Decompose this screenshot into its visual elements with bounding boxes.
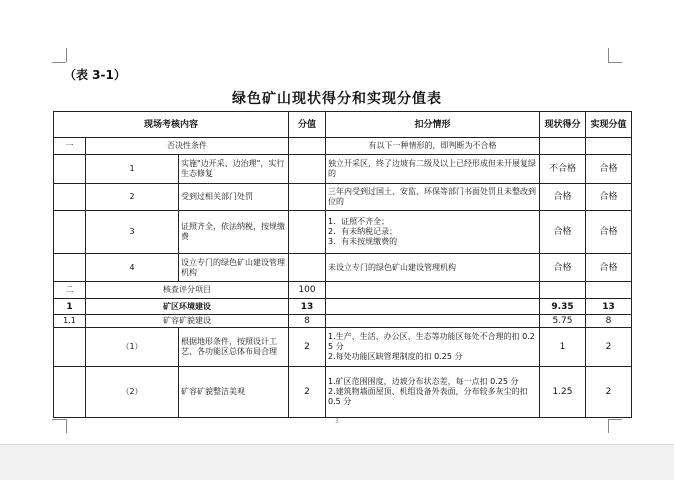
row-number: 二 [54, 282, 86, 299]
row-content: 证照齐全，依法纳税，按规缴费 [179, 211, 289, 254]
header-deduct: 扣分情形 [326, 112, 540, 138]
header-target: 实现分值 [586, 112, 632, 138]
row-content: 核查评分项目 [86, 282, 289, 299]
row-score: 13 [289, 299, 326, 315]
row-content: 设立专门的绿色矿山建设管理机构 [179, 254, 289, 282]
row-blank [54, 328, 86, 367]
row-target [586, 138, 632, 155]
row-current [540, 282, 586, 299]
document-title: 绿色矿山现状得分和实现分值表 [232, 91, 442, 107]
table-row [54, 367, 632, 418]
row-number: （1） [86, 328, 179, 367]
row-content: 实施"边开采、边治理"，实行生态修复 [179, 155, 289, 184]
row-blank [54, 184, 86, 211]
row-score [289, 254, 326, 282]
header-score: 分值 [289, 112, 326, 138]
row-number: 1 [54, 299, 86, 315]
row-deduct [326, 299, 540, 315]
table-label: （表 3-1） [64, 68, 126, 82]
table-row [54, 211, 632, 254]
row-content: 矿容矿貌整洁美观 [179, 367, 289, 418]
row-number: 1 [86, 155, 179, 184]
row-blank [54, 211, 86, 254]
row-score [289, 211, 326, 254]
viewer-background [0, 444, 674, 480]
row-content: 矿区环境建设 [86, 299, 289, 315]
row-target: 合格 [586, 211, 632, 254]
crop-mark-top-right-h [608, 62, 622, 63]
row-target: 13 [586, 299, 632, 315]
row-blank [54, 367, 86, 418]
row-deduct: 未设立专门的绿色矿山建设管理机构 [326, 254, 540, 282]
row-number: 3 [86, 211, 179, 254]
crop-mark-top-left-h [52, 62, 66, 63]
row-current: 合格 [540, 184, 586, 211]
row-blank [54, 155, 86, 184]
page-number: 3 [335, 418, 339, 425]
row-deduct: 1.生产、生活、办公区、生态等功能区每处不合理的扣 0.25 分 2.每处功能区缺管理制度的扣 0.25 分 [326, 328, 540, 367]
row-current: 合格 [540, 254, 586, 282]
row-target: 8 [586, 315, 632, 328]
row-current: 1.25 [540, 367, 586, 418]
table-row [54, 155, 632, 184]
row-deduct [326, 315, 540, 328]
row-content: 矿容矿貌建设 [86, 315, 289, 328]
row-target: 2 [586, 367, 632, 418]
crop-mark-top-right-v [608, 48, 609, 62]
score-table [53, 111, 632, 418]
crop-mark-bottom-right-v [608, 419, 609, 433]
row-deduct [326, 282, 540, 299]
row-target: 合格 [586, 254, 632, 282]
row-score: 2 [289, 367, 326, 418]
table-row [54, 299, 632, 315]
table-row [54, 315, 632, 328]
crop-mark-bottom-left-v [66, 419, 67, 433]
row-score [289, 155, 326, 184]
row-number: 1.1 [54, 315, 86, 328]
row-score [289, 184, 326, 211]
row-current: 合格 [540, 211, 586, 254]
row-number: 2 [86, 184, 179, 211]
row-score: 100 [289, 282, 326, 299]
row-target [586, 282, 632, 299]
row-deduct: 独立开采区，终了边坡有二级及以上已经形成但未开展复绿的 [326, 155, 540, 184]
row-target: 合格 [586, 184, 632, 211]
table-row [54, 138, 632, 155]
table-row [54, 254, 632, 282]
row-target: 合格 [586, 155, 632, 184]
header-current: 现状得分 [540, 112, 586, 138]
row-target: 2 [586, 328, 632, 367]
row-current: 5.75 [540, 315, 586, 328]
crop-mark-bottom-right-h [608, 419, 622, 420]
row-content: 根据地形条件，按照设计工艺、各功能区总体布局合理 [179, 328, 289, 367]
crop-mark-top-left-v [66, 48, 67, 62]
row-current: 9.35 [540, 299, 586, 315]
table-row [54, 184, 632, 211]
header-content: 现场考核内容 [54, 112, 289, 138]
table-row [54, 328, 632, 367]
row-number: 4 [86, 254, 179, 282]
row-deduct: 有以下一种情形的，即判断为不合格 [326, 138, 540, 155]
row-content: 否决性条件 [86, 138, 289, 155]
row-content: 受到过相关部门处罚 [179, 184, 289, 211]
row-score: 2 [289, 328, 326, 367]
table-header-row [54, 112, 632, 138]
row-deduct: 三年内受到过国土、安监、环保等部门书面处罚且未整改到位的 [326, 184, 540, 211]
row-current: 不合格 [540, 155, 586, 184]
row-score [289, 138, 326, 155]
row-deduct: 1.矿区范围围度，边坡分布状态差，每一点扣 0.25 分 2.建筑物墙面屋顶、机组设备外表面，分布较多灰尘的扣 0.5 分 [326, 367, 540, 418]
row-number: 一 [54, 138, 86, 155]
row-blank [54, 254, 86, 282]
row-current: 1 [540, 328, 586, 367]
row-deduct: 1．证照不齐全； 2．有未纳税记录； 3．有未按规缴费的 [326, 211, 540, 254]
row-score: 8 [289, 315, 326, 328]
table-row [54, 282, 632, 299]
crop-mark-bottom-left-h [52, 419, 66, 420]
row-current [540, 138, 586, 155]
row-number: （2） [86, 367, 179, 418]
